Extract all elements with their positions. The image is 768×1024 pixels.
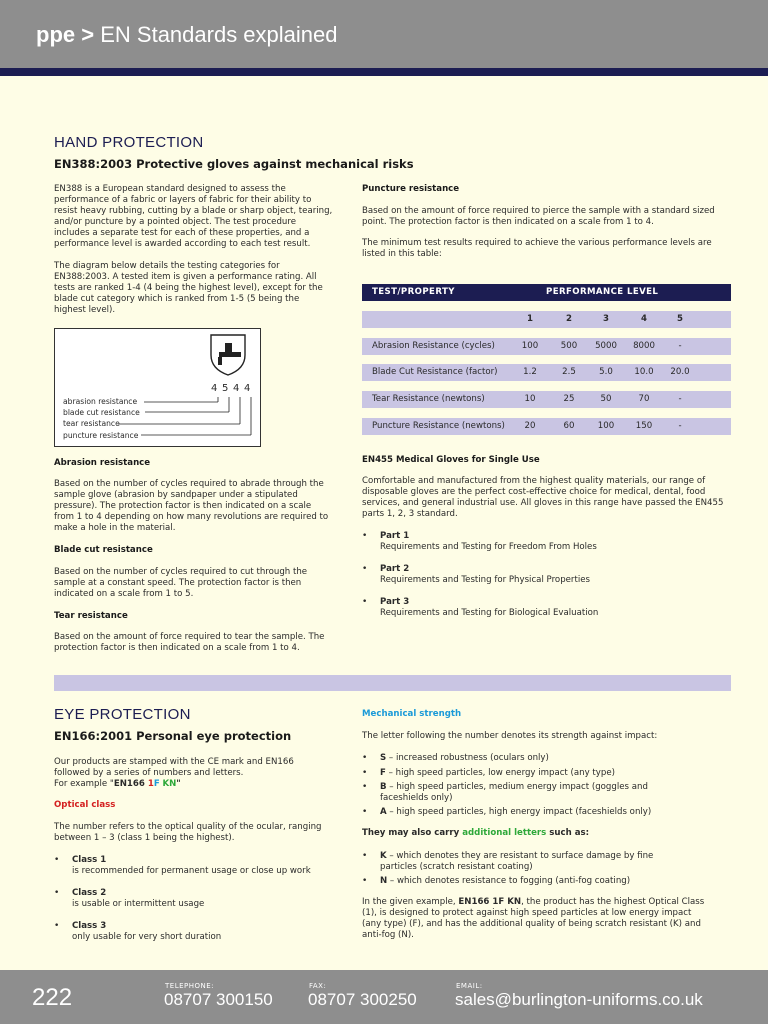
row-label: Puncture Resistance (newtons)	[372, 421, 505, 431]
header-stripe	[0, 68, 768, 76]
en388-intro-2	[54, 261, 323, 316]
level-header: 3	[603, 314, 609, 324]
page-footer	[0, 970, 768, 1024]
text-line: sample at a constant speed. The protection factor is then	[54, 578, 302, 588]
table-levels-row	[362, 311, 731, 328]
text-line: includes a separate test for each of these properties, and a	[54, 228, 310, 238]
bullet-icon: •	[54, 855, 60, 865]
blade-text	[54, 567, 307, 600]
row-label: Abrasion Resistance (cycles)	[372, 341, 495, 351]
example-mechanical: F	[153, 779, 160, 789]
example-optical: 1	[147, 779, 154, 789]
section-title: EN Standards explained	[100, 22, 338, 47]
table-cell: 8000	[633, 341, 655, 351]
part-title: Part 2	[380, 564, 410, 574]
impact-desc: – high speed particles, medium energy impact (goggles and	[386, 782, 648, 792]
digit: 4	[233, 383, 240, 394]
breadcrumb-arrow: >	[81, 22, 95, 47]
given-example-text	[362, 897, 704, 941]
text-line: Comfortable and manufactured from the highest quality materials, our range of	[362, 476, 706, 486]
email-link[interactable]: sales@burlington-uniforms.co.uk	[455, 990, 703, 1009]
example-suffix: "	[176, 779, 181, 789]
class-desc: is recommended for permanent usage or close up work	[72, 866, 311, 876]
table-cell: 5000	[595, 341, 617, 351]
hand-heading: HAND PROTECTION	[54, 134, 204, 151]
bullet-icon: •	[54, 888, 60, 898]
tear-text	[54, 632, 324, 654]
text-line: resist heavy rubbing, cutting by a blade or sharp object, tearing,	[54, 206, 333, 216]
text-line: Our products are stamped with the CE mark and EN166	[54, 757, 294, 767]
impact-code: S	[380, 753, 387, 763]
bullet-icon: •	[362, 753, 368, 763]
extra-code: N	[380, 876, 388, 886]
table-header-row	[362, 284, 731, 301]
example-prefix: For example "	[54, 779, 114, 789]
text-line: and/or puncture by a pointed object. The test procedure	[54, 217, 296, 227]
bullet-icon: •	[362, 564, 368, 574]
table-cell: 10.0	[634, 367, 654, 377]
blade-title: Blade cut resistance	[54, 545, 153, 555]
text-line: (1), is designed to protect against high speed particles at low energy impact	[362, 908, 692, 918]
bullet-icon: •	[362, 807, 368, 817]
text-span: , the product has the highest Optical Class	[521, 897, 705, 907]
example-line	[54, 779, 294, 790]
optical-class-title: Optical class	[54, 800, 116, 810]
text-line: anti-fog (N).	[362, 930, 414, 940]
page-header	[0, 0, 768, 68]
page-number: 222	[32, 984, 73, 1011]
extra-desc: particles (scratch resistant coating)	[380, 862, 533, 872]
digit: 4	[211, 383, 218, 394]
bullet-icon: •	[362, 531, 368, 541]
bullet-icon: •	[362, 851, 368, 861]
text-line: between 1 – 3 (class 1 being the highest).	[54, 833, 235, 843]
row-label: Tear Resistance (newtons)	[372, 394, 485, 404]
brand-label: ppe	[36, 22, 76, 47]
en166-intro	[54, 757, 294, 790]
level-header: 2	[566, 314, 572, 324]
text-line: services, and general industrial use. All gloves in this range have passed the EN455	[362, 498, 724, 508]
extra-desc: – which denotes they are resistant to surface damage by fine	[386, 851, 654, 861]
part-desc: Requirements and Testing for Freedom From Holes	[380, 542, 597, 552]
text-span: They may also carry	[362, 828, 463, 838]
en455-title: EN455 Medical Gloves for Single Use	[362, 455, 540, 465]
level-header: 1	[527, 314, 533, 324]
table-cell: 20	[524, 421, 536, 431]
example-additional: KN	[162, 779, 177, 789]
text-line: Based on the number of cycles required to abrade through the	[54, 479, 324, 489]
diagram-label: abrasion resistance	[63, 397, 138, 406]
row-label: Blade Cut Resistance (factor)	[372, 367, 498, 377]
email-label: EMAIL:	[456, 982, 483, 990]
impact-desc: – high speed particles, high energy impact (faceshields only)	[386, 807, 652, 817]
digit: 4	[244, 383, 251, 394]
digit: 5	[222, 383, 229, 394]
bullet-icon: •	[362, 597, 368, 607]
impact-code: B	[380, 782, 387, 792]
tear-title: Tear resistance	[54, 611, 128, 621]
abrasion-text	[54, 479, 328, 534]
text-line: Based on the amount of force required to pierce the sample with a standard sized	[362, 206, 715, 216]
table-cell: 60	[563, 421, 575, 431]
eye-heading: EYE PROTECTION	[54, 706, 191, 723]
column-header: PERFORMANCE LEVEL	[546, 287, 659, 297]
impact-desc: – increased robustness (oculars only)	[386, 753, 549, 763]
text-line: sample glove (abrasion by sandpaper under a stipulated	[54, 490, 298, 500]
diagram-label: tear resistance	[63, 419, 120, 429]
table-row	[362, 418, 731, 435]
table-row	[362, 391, 731, 408]
text-line: highest level).	[54, 305, 116, 315]
diagram-label: puncture resistance	[63, 430, 139, 440]
puncture-title: Puncture resistance	[362, 184, 460, 194]
section-divider	[54, 675, 731, 691]
text-line: Based on the number of cycles required to cut through the	[54, 567, 308, 577]
table-cell: 10	[524, 394, 536, 404]
text-span: In the given example,	[362, 897, 459, 907]
bullet-icon: •	[54, 921, 60, 931]
text-line: Based on the amount of force required to tear the sample. The	[54, 632, 325, 642]
table-cell: -	[678, 341, 682, 351]
part-title: Part 1	[380, 531, 410, 541]
table-cell: 500	[560, 341, 578, 351]
table-cell: 70	[638, 394, 650, 404]
part-title: Part 3	[380, 597, 410, 607]
text-line: The diagram below details the testing categories for	[54, 261, 280, 271]
puncture-text	[362, 206, 715, 228]
impact-code: A	[380, 807, 387, 817]
text-line: blade cut category which is ranked from 1-5 (5 being the	[54, 294, 300, 304]
example-code: EN166 1F KN	[458, 897, 522, 907]
impact-code: F	[380, 768, 386, 778]
part-desc: Requirements and Testing for Biological Evaluation	[380, 608, 599, 618]
min-results-text	[362, 238, 712, 260]
en388-diagram	[54, 328, 261, 447]
table-cell: 1.2	[523, 367, 537, 377]
class-title: Class 3	[72, 921, 107, 931]
example-standard: EN166	[113, 779, 148, 789]
table-cell: 100	[597, 421, 615, 431]
text-line: point. The protection factor is then indicated on a scale from 1 to 4.	[362, 217, 654, 227]
diagram-label: blade cut resistance	[63, 408, 140, 418]
level-header: 5	[677, 314, 683, 324]
table-cell: -	[678, 394, 682, 404]
text-line: EN388 is a European standard designed to assess the	[54, 184, 286, 194]
text-line: (any type) (F), and has the additional quality of being scratch resistant (K) and	[362, 919, 701, 929]
table-cell: -	[678, 421, 682, 431]
telephone-number[interactable]: 08707 300150	[164, 990, 273, 1009]
text-line: performance of a fabric or layers of fabric for their ability to	[54, 195, 312, 205]
class-title: Class 2	[72, 888, 107, 898]
en455-text	[362, 476, 723, 520]
text-line	[362, 897, 704, 908]
table-cell: 20.0	[670, 367, 690, 377]
additional-letters-heading	[362, 828, 589, 839]
extra-code: K	[380, 851, 387, 861]
text-line: The number refers to the optical quality of the ocular, ranging	[54, 822, 322, 832]
table-row	[362, 364, 731, 381]
en388-intro	[54, 184, 332, 250]
bullet-icon: •	[362, 782, 368, 792]
text-line: disposable gloves are the perfect cost-effective choice for medical, dental, food	[362, 487, 706, 497]
table-row	[362, 338, 731, 355]
header-title	[36, 22, 338, 48]
mechanical-strength-text: The letter following the number denotes its strength against impact:	[362, 731, 658, 741]
en166-subheading: EN166:2001 Personal eye protection	[54, 729, 292, 743]
extra-desc: – which denotes resistance to fogging (anti-fog coating)	[387, 876, 631, 886]
class-title: Class 1	[72, 855, 107, 865]
table-cell: 5.0	[599, 367, 613, 377]
text-line: make a hole in the material.	[54, 523, 176, 533]
level-header: 4	[641, 314, 647, 324]
text-line: performance level is awarded according to each test result.	[54, 239, 311, 249]
text-line: protection factor is then indicated on a scale from 1 to 4.	[54, 643, 300, 653]
text-line: EN388:2003. A tested item is given a performance rating. All	[54, 272, 317, 282]
text-line: tests are ranked 1-4 (4 being the highest level), except for the	[54, 283, 323, 293]
text-line: indicated on a scale from 1 to 5.	[54, 589, 194, 599]
additional-letters-highlight: additional letters	[462, 828, 547, 838]
table-cell: 150	[635, 421, 653, 431]
impact-desc: faceshields only)	[380, 793, 453, 803]
fax-number: 08707 300250	[308, 990, 417, 1009]
text-line: The minimum test results required to achieve the various performance levels are	[362, 238, 712, 248]
class-desc: only usable for very short duration	[72, 932, 222, 942]
table-cell: 50	[600, 394, 612, 404]
fax-label: FAX:	[309, 982, 327, 990]
text-line: parts 1, 2, 3 standard.	[362, 509, 458, 519]
table-cell: 100	[521, 341, 539, 351]
class-desc: is usable or intermittent usage	[72, 899, 205, 909]
mechanical-strength-title: Mechanical strength	[362, 709, 462, 719]
abrasion-title: Abrasion resistance	[54, 458, 151, 468]
column-header: TEST/PROPERTY	[372, 287, 455, 297]
text-line: from 1 to 4 depending on how many revolutions are required to	[54, 512, 329, 522]
table-cell: 25	[563, 394, 575, 404]
diagram-labels	[63, 396, 140, 441]
diagram-digits	[211, 383, 255, 394]
text-line: listed in this table:	[362, 249, 442, 259]
bullet-icon: •	[362, 768, 368, 778]
text-line: followed by a series of numbers and letters.	[54, 768, 244, 778]
en388-subheading: EN388:2003 Protective gloves against mechanical risks	[54, 157, 414, 171]
optical-class-text	[54, 822, 322, 844]
bullet-icon: •	[362, 876, 368, 886]
table-cell: 2.5	[562, 367, 576, 377]
telephone-label: TELEPHONE:	[165, 982, 215, 990]
impact-desc: – high speed particles, low energy impact (any type)	[385, 768, 615, 778]
part-desc: Requirements and Testing for Physical Properties	[380, 575, 590, 585]
text-line: pressure). The protection factor is then indicated on a scale	[54, 501, 312, 511]
text-span: such as:	[546, 828, 590, 838]
